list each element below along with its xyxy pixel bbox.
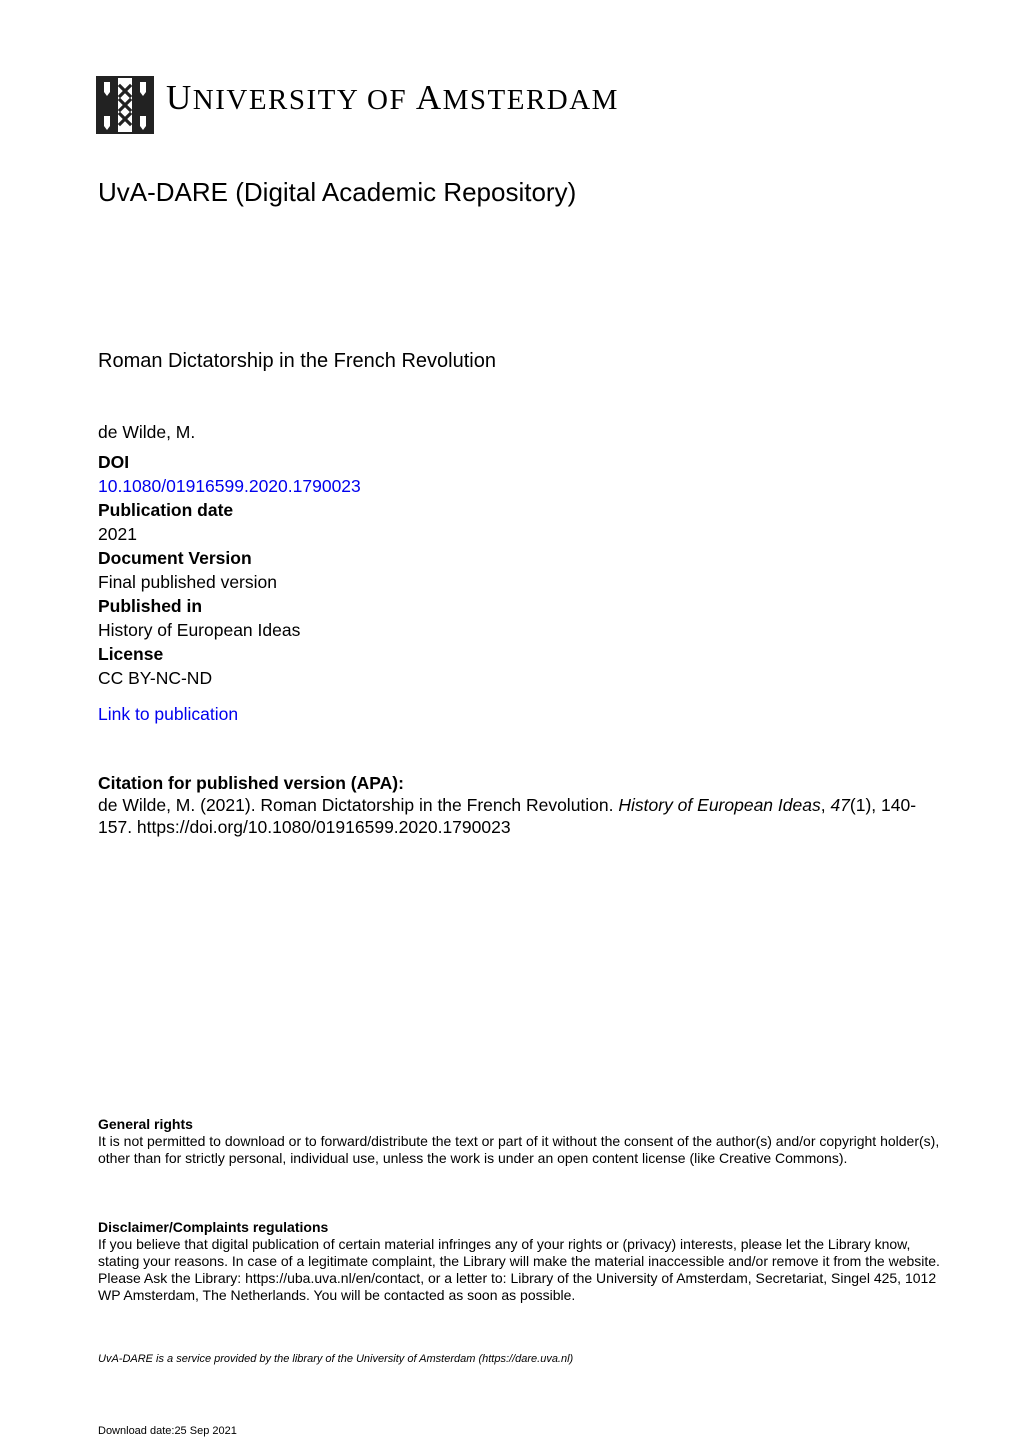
published-in-label: Published in (98, 596, 203, 616)
disclaimer-label: Disclaimer/Complaints regulations (98, 1219, 329, 1235)
pubdate-label: Publication date (98, 500, 234, 520)
metadata-block (98, 420, 361, 690)
pubdate-value: 2021 (98, 524, 137, 544)
citation-block (98, 772, 918, 838)
license-value: CC BY-NC-ND (98, 668, 213, 688)
version-value: Final published version (98, 572, 277, 592)
disclaimer-block (98, 1219, 948, 1304)
disclaimer-text: If you believe that digital publication of certain material infringes any of your rights or (privacy) interests, please let the Library know, stating your reasons. In case of a legitimate complaint, the Library will make the material inaccessible and/or remove it from the website. Please Ask the Library: https://uba.uva.nl/en/contact, or a letter to: Library of the University of Amsterdam, Secretariat, Singel 425, 1012 WP Amsterdam, The Netherlands. You will be contacted as soon as possible. (98, 1236, 940, 1303)
general-rights-block (98, 1116, 948, 1167)
university-logo-icon (96, 76, 154, 134)
citation-label: Citation for published version (APA): (98, 773, 404, 793)
citation-text: de Wilde, M. (2021). Roman Dictatorship in the French Revolution. History of European Ideas, 47(1), 140-157. https://doi.org/10.1080/01916599.2020.1790023 (98, 795, 917, 837)
doi-link[interactable]: 10.1080/01916599.2020.1790023 (98, 476, 361, 496)
service-note: UvA-DARE is a service provided by the library of the University of Amsterdam (https://dare.uva.nl) (98, 1353, 574, 1365)
general-rights-text: It is not permitted to download or to forward/distribute the text or part of it without the consent of the author(s) and/or copyright holder(s), other than for strictly personal, individual use, unless the work is under an open content license (like Creative Commons). (98, 1133, 940, 1166)
citation-volume: 47 (830, 795, 850, 815)
university-wordmark: UNIVERSITY OF AMSTERDAM (166, 78, 619, 117)
author: de Wilde, M. (98, 422, 196, 442)
version-label: Document Version (98, 548, 252, 568)
repository-title: UvA-DARE (Digital Academic Repository) (98, 177, 577, 207)
paper-title: Roman Dictatorship in the French Revolution (98, 350, 496, 372)
published-in-value: History of European Ideas (98, 620, 301, 640)
general-rights-label: General rights (98, 1116, 193, 1132)
doi-label: DOI (98, 452, 130, 472)
citation-journal: History of European Ideas (618, 795, 821, 815)
license-label: License (98, 644, 164, 664)
link-to-publication[interactable]: Link to publication (98, 704, 239, 724)
download-date: Download date:25 Sep 2021 (98, 1425, 237, 1437)
